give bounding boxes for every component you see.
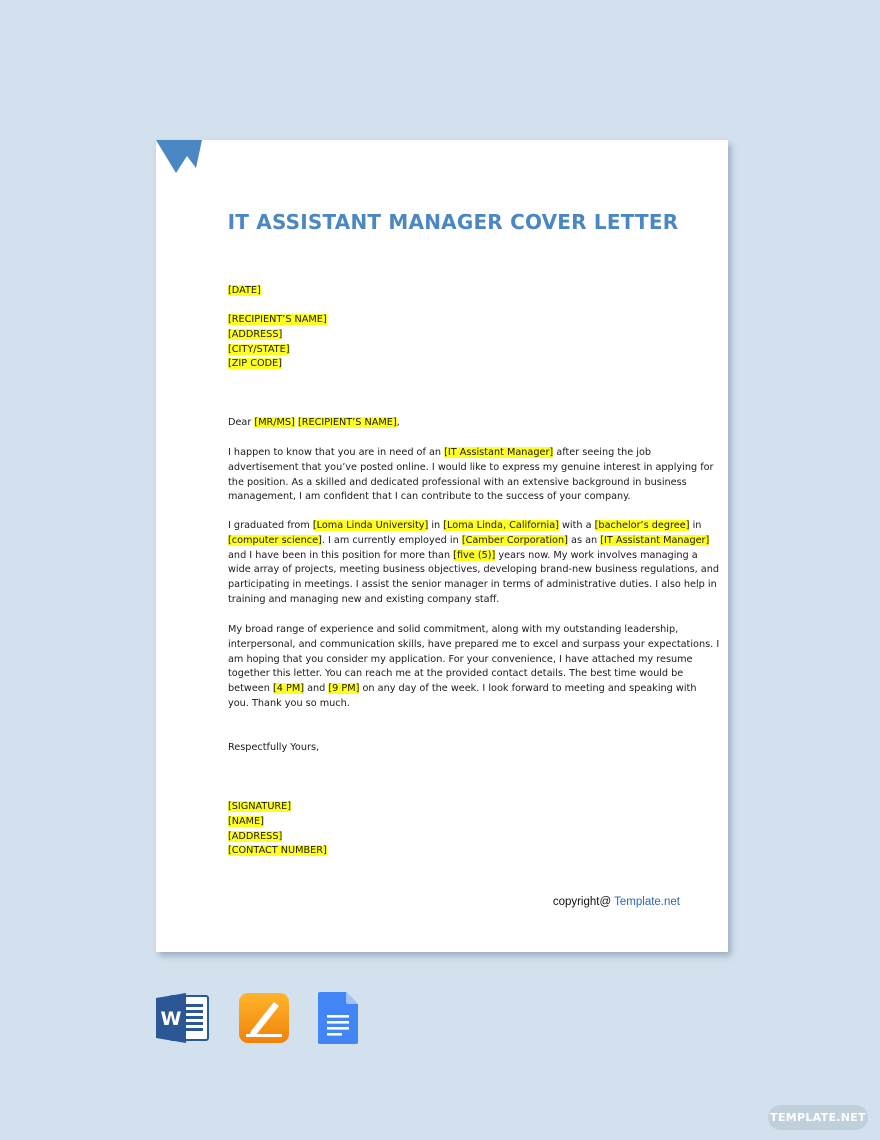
copyright-notice bbox=[553, 896, 680, 908]
p1-line-3: the position. As a skilled and dedicated professional with an extensive background in business bbox=[228, 476, 687, 488]
p3-line-6: you. Thank you so much. bbox=[228, 697, 350, 709]
word-icon-letter: W bbox=[160, 1008, 182, 1030]
paragraph-3 bbox=[228, 623, 720, 712]
p2-line-6: training and managing new and existing company staff. bbox=[228, 593, 500, 605]
copyright-text: copyright@ bbox=[552, 896, 615, 908]
p2-text-4: in bbox=[689, 520, 702, 531]
p3-line-3: am hoping that you consider my application. For your convenience, I have attached my resume bbox=[228, 653, 693, 665]
p2-text-5: . I am currently employed in bbox=[321, 534, 462, 546]
p2-line-4: wide array of projects, meeting business objectives, developing brand-new business regulations, and bbox=[228, 564, 720, 576]
salutation-prefix: Dear bbox=[228, 417, 255, 428]
template-net-watermark[interactable]: TEMPLATE.NET bbox=[768, 1105, 868, 1130]
sender-address-placeholder: [ADDRESS] bbox=[228, 830, 283, 842]
signature-block bbox=[228, 800, 327, 859]
recipient-block bbox=[228, 313, 327, 372]
closing: Respectfully Yours, bbox=[228, 742, 320, 753]
p2-text-6: as an bbox=[567, 534, 601, 546]
p2-line-5: participating in meetings. I assist the senior manager in terms of administrative duties. I also help in bbox=[228, 579, 717, 591]
date-block bbox=[228, 284, 261, 299]
corner-ribbon-decoration bbox=[156, 140, 204, 174]
salutation-suffix: , bbox=[396, 417, 400, 428]
position-placeholder: [IT Assistant Manager] bbox=[444, 447, 554, 458]
p1-line-4: management, I am confident that I can contribute to the success of your company. bbox=[228, 491, 631, 503]
recipient-city-state-placeholder: [CITY/STATE] bbox=[228, 343, 290, 355]
start-time-placeholder: [4 PM] bbox=[272, 683, 304, 695]
p3-line-4: together this letter. You can reach me at the provided contact details. The best time would be bbox=[228, 668, 684, 680]
p1-text-1: I happen to know that you are in need of an bbox=[228, 447, 445, 458]
app-icons-row bbox=[156, 992, 376, 1048]
p3-line-2: interpersonal, and communication skills, have prepared me to excel and surpass your expectations. I bbox=[228, 638, 720, 650]
p1-line-2: advertisement that you’ve posted online. I would like to express my genuine interest in applying for bbox=[228, 461, 714, 473]
p3-line-1: My broad range of experience and solid commitment, along with my outstanding leadership, bbox=[228, 624, 679, 635]
p3-text-1: between bbox=[228, 683, 273, 695]
date-placeholder: [DATE] bbox=[228, 285, 261, 296]
salutation-name-placeholder: [RECIPIENT’S NAME] bbox=[297, 417, 397, 428]
contact-number-placeholder: [CONTACT NUMBER] bbox=[228, 845, 327, 857]
p2-text-1: I graduated from bbox=[228, 520, 313, 531]
p2-text-2: in bbox=[428, 520, 444, 531]
p2-text-8: years now. My work involves managing a bbox=[495, 549, 698, 561]
paragraph-2 bbox=[228, 519, 720, 608]
university-placeholder: [Loma Linda University] bbox=[312, 520, 429, 531]
degree-placeholder: [bachelor’s degree] bbox=[594, 520, 690, 531]
field-placeholder: [computer science] bbox=[228, 534, 322, 546]
employer-placeholder: [Camber Corporation] bbox=[461, 534, 568, 546]
paragraph-1 bbox=[228, 446, 714, 505]
p3-text-3: on any day of the week. I look forward to meeting and speaking with bbox=[359, 683, 697, 695]
apple-pages-icon[interactable] bbox=[238, 992, 290, 1044]
signature-placeholder: [SIGNATURE] bbox=[228, 801, 292, 812]
document-title: IT ASSISTANT MANAGER COVER LETTER bbox=[227, 210, 679, 234]
years-placeholder: [five (5)] bbox=[453, 549, 496, 561]
p2-text-3: with a bbox=[558, 520, 595, 531]
p3-text-2: and bbox=[304, 683, 329, 695]
sender-name-placeholder: [NAME] bbox=[228, 815, 264, 827]
current-position-placeholder: [IT Assistant Manager] bbox=[600, 534, 710, 546]
copyright-link[interactable]: Template.net bbox=[614, 896, 680, 908]
recipient-zip-placeholder: [ZIP CODE] bbox=[228, 358, 282, 370]
google-docs-icon[interactable] bbox=[318, 992, 358, 1044]
recipient-address-placeholder: [ADDRESS] bbox=[228, 328, 283, 340]
salutation bbox=[228, 416, 400, 431]
microsoft-word-icon[interactable] bbox=[156, 992, 210, 1044]
recipient-name-placeholder: [RECIPIENT’S NAME] bbox=[228, 314, 327, 325]
letter-page bbox=[156, 140, 728, 952]
end-time-placeholder: [9 PM] bbox=[328, 683, 360, 695]
location-placeholder: [Loma Linda, California] bbox=[443, 520, 559, 531]
salutation-title-placeholder: [MR/MS] bbox=[254, 417, 295, 428]
p2-text-7: and I have been in this position for more than bbox=[228, 549, 454, 561]
p1-text-2: after seeing the job bbox=[553, 447, 652, 458]
